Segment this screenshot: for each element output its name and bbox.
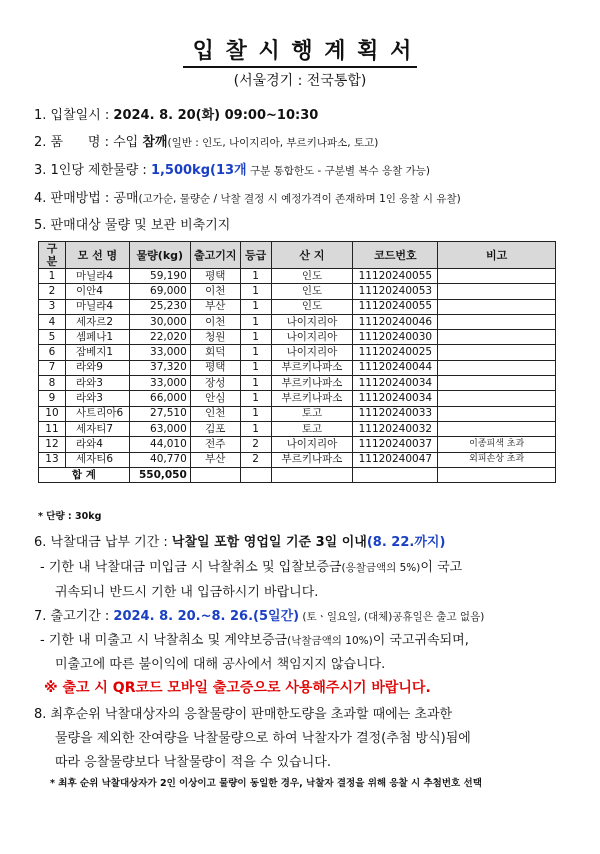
table-cell: 이안4 (65, 284, 129, 299)
storage-line: 5. 판매대상 물량 및 보관 비축기지 (34, 218, 231, 233)
table-cell (353, 467, 438, 482)
document-subtitle: (서울경기 : 전국통합) (233, 73, 367, 89)
table-cell: 부르키나파소 (271, 452, 353, 467)
table-cell: 토고 (271, 406, 353, 421)
table-cell: 1 (240, 299, 271, 314)
unit-note: * 단량 : 30kg (38, 511, 102, 522)
table-cell: 1 (240, 345, 271, 360)
table-cell: 청원 (190, 330, 240, 345)
table-cell: 장성 (190, 376, 240, 391)
table-cell: 마닐라4 (65, 299, 129, 314)
release-period-line: 7. 출고기간 : 2024. 8. 20.~8. 26.(5일간) (토ㆍ일요일, (대체)공휴일은 출고 없음) (34, 609, 485, 624)
table-cell: 마닐라4 (65, 269, 129, 284)
table-cell (438, 391, 556, 406)
table-cell: 이천 (190, 314, 240, 329)
table-cell: 회덕 (190, 345, 240, 360)
table-cell: 40,770 (129, 452, 190, 467)
table-cell (438, 376, 556, 391)
table-cell: 전주 (190, 437, 240, 452)
table-cell: 라와4 (65, 437, 129, 452)
final-bidder-line2: 물량을 제외한 잔여량을 낙찰물량으로 하여 낙찰자가 결정(추첨 방식)됨에 (55, 731, 471, 746)
table-cell: 1 (240, 284, 271, 299)
column-header: 산 지 (271, 242, 353, 269)
product-line: 2. 품 명 : 수입 참깨(일반 : 인도, 나이지리아, 부르키나파소, 토고) (34, 135, 379, 150)
bid-datetime-value: 2024. 8. 20(화) 09:00~10:30 (113, 108, 319, 123)
table-row (39, 421, 556, 436)
document-title: 입 찰 시 행 계 획 서 (0, 34, 600, 65)
table-cell: 12 (39, 437, 66, 452)
column-header: 모 선 명 (65, 242, 129, 269)
table-cell: 평택 (190, 269, 240, 284)
table-cell: 2 (240, 437, 271, 452)
table-cell: 세자티6 (65, 452, 129, 467)
footnote: * 최후 순위 낙찰대상자가 2인 이상이고 물량이 동일한 경우, 낙찰자 결정을 위해 응찰 시 추첨번호 선택 (50, 778, 482, 789)
table-cell (438, 269, 556, 284)
table-cell: 세자르2 (65, 314, 129, 329)
release-warning-line2: 미출고에 따른 불이익에 대해 공사에서 책임지지 않습니다. (55, 657, 386, 672)
table-row (39, 330, 556, 345)
product-name: 참깨 (142, 135, 168, 150)
table-cell: 부산 (190, 452, 240, 467)
table-cell: 나이지리아 (271, 330, 353, 345)
payment-period-line: 6. 낙찰대금 납부 기간 : 낙찰일 포함 영업일 기준 3일 이내(8. 22.까지) (34, 535, 446, 550)
table-cell (438, 345, 556, 360)
table-cell: 5 (39, 330, 66, 345)
payment-warning-line2: 귀속되니 반드시 기한 내 입금하시기 바랍니다. (55, 585, 319, 600)
quantity-limit-line: 3. 1인당 제한물량 : 1,500kg(13개 구분 통합한도 - 구분별 복수 응찰 가능) (34, 163, 431, 178)
table-cell (438, 360, 556, 375)
column-header: 비고 (438, 242, 556, 269)
table-cell (190, 467, 240, 482)
table-row (39, 406, 556, 421)
table-cell: 이천 (190, 284, 240, 299)
table-cell: 2 (240, 452, 271, 467)
table-cell: 셈페나1 (65, 330, 129, 345)
table-cell: 나이지리아 (271, 437, 353, 452)
table-cell: 부르키나파소 (271, 360, 353, 375)
table-cell: 30,000 (129, 314, 190, 329)
total-label: 합 계 (39, 467, 130, 482)
table-row (39, 437, 556, 452)
table-cell: 25,230 (129, 299, 190, 314)
table-cell: 1 (240, 376, 271, 391)
table-cell: 27,510 (129, 406, 190, 421)
table-cell: 7 (39, 360, 66, 375)
table-cell: 1 (240, 330, 271, 345)
table-cell: 1 (240, 360, 271, 375)
column-header: 출고기지 (190, 242, 240, 269)
table-cell: 4 (39, 314, 66, 329)
table-cell: 1 (240, 391, 271, 406)
table-cell: 9 (39, 391, 66, 406)
table-cell: 1 (240, 314, 271, 329)
table-row (39, 391, 556, 406)
table-cell: 나이지리아 (271, 345, 353, 360)
table-cell: 1 (240, 269, 271, 284)
sales-method-line: 4. 판매방법 : 공매(고가순, 물량순 / 낙찰 결정 시 예정가격이 존재하며 1인 응찰 시 유찰) (34, 191, 461, 206)
table-cell (438, 467, 556, 482)
table-cell (438, 421, 556, 436)
table-cell: 37,320 (129, 360, 190, 375)
table-cell: 11120240032 (353, 421, 438, 436)
quantity-limit-value: 1,500kg(13개 (150, 163, 247, 178)
total-value: 550,050 (129, 467, 190, 482)
payment-warning-line: - 기한 내 낙찰대금 미입금 시 낙찰취소 및 입찰보증금(응찰금액의 5%)이 국고 (40, 560, 463, 575)
table-cell: 11120240047 (353, 452, 438, 467)
table-cell: 11120240055 (353, 299, 438, 314)
table-cell: 11120240053 (353, 284, 438, 299)
table-cell: 13 (39, 452, 66, 467)
bid-datetime-line: 1. 입찰일시 : 2024. 8. 20(화) 09:00~10:30 (34, 108, 319, 123)
table-row (39, 376, 556, 391)
table-cell: 이종피색 초과 (438, 437, 556, 452)
table-cell: 인도 (271, 299, 353, 314)
table-cell: 33,000 (129, 345, 190, 360)
table-cell: 사트리아6 (65, 406, 129, 421)
total-row (39, 467, 556, 482)
table-cell: 토고 (271, 421, 353, 436)
table-cell: 외피손상 초과 (438, 452, 556, 467)
table-row (39, 269, 556, 284)
table-cell: 11120240046 (353, 314, 438, 329)
table-cell: 1 (240, 421, 271, 436)
table-cell: 8 (39, 376, 66, 391)
table-cell: 69,000 (129, 284, 190, 299)
table-cell: 11120240034 (353, 376, 438, 391)
table-cell: 11120240033 (353, 406, 438, 421)
table-cell (438, 299, 556, 314)
table-row (39, 314, 556, 329)
table-cell: 6 (39, 345, 66, 360)
table-cell: 2 (39, 284, 66, 299)
table-cell: 1 (39, 269, 66, 284)
table-cell: 11120240034 (353, 391, 438, 406)
table-cell: 11120240030 (353, 330, 438, 345)
final-bidder-line3: 따라 응찰물량보다 낙찰물량이 적을 수 있습니다. (55, 755, 331, 770)
release-period-value: 2024. 8. 20.~8. 26.(5일간) (113, 609, 300, 624)
table-row (39, 360, 556, 375)
table-row (39, 284, 556, 299)
qr-warning: ※ 출고 시 QR코드 모바일 출고증으로 사용해주시기 바랍니다. (44, 680, 431, 696)
table-cell: 라와3 (65, 376, 129, 391)
table-cell: 59,190 (129, 269, 190, 284)
final-bidder-line1: 8. 최후순위 낙찰대상자의 응찰물량이 판매한도량을 초과할 때에는 초과한 (34, 707, 453, 722)
column-header: 코드번호 (353, 242, 438, 269)
table-cell: 부산 (190, 299, 240, 314)
column-header: 물량(kg) (129, 242, 190, 269)
table-cell: 10 (39, 406, 66, 421)
column-header: 구분 (39, 242, 66, 269)
stock-table (38, 241, 556, 483)
table-cell: 부르키나파소 (271, 376, 353, 391)
table-cell: 11120240055 (353, 269, 438, 284)
table-cell (438, 314, 556, 329)
release-warning-line: - 기한 내 미출고 시 낙찰취소 및 계약보증금(낙찰금액의 10%)이 국고귀속되며, (40, 633, 469, 648)
table-cell: 인도 (271, 284, 353, 299)
table-cell: 66,000 (129, 391, 190, 406)
table-cell: 1 (240, 406, 271, 421)
table-cell: 22,020 (129, 330, 190, 345)
table-cell: 11120240044 (353, 360, 438, 375)
payment-deadline-date: (8. 22.까지) (366, 535, 446, 550)
table-cell: 안심 (190, 391, 240, 406)
table-header-row (39, 242, 556, 269)
table-cell: 33,000 (129, 376, 190, 391)
table-cell (438, 406, 556, 421)
table-cell: 인도 (271, 269, 353, 284)
table-cell: 63,000 (129, 421, 190, 436)
table-row (39, 452, 556, 467)
table-cell: 11120240037 (353, 437, 438, 452)
table-cell (271, 467, 353, 482)
table-cell: 11120240025 (353, 345, 438, 360)
table-cell: 김포 (190, 421, 240, 436)
column-header: 등급 (240, 242, 271, 269)
table-cell: 평택 (190, 360, 240, 375)
table-cell: 라와9 (65, 360, 129, 375)
table-cell: 라와3 (65, 391, 129, 406)
table-cell: 부르키나파소 (271, 391, 353, 406)
table-cell: 11 (39, 421, 66, 436)
table-row (39, 345, 556, 360)
table-cell: 세자티7 (65, 421, 129, 436)
table-cell: 나이지리아 (271, 314, 353, 329)
table-cell: 잠베지1 (65, 345, 129, 360)
table-cell: 44,010 (129, 437, 190, 452)
table-cell (240, 467, 271, 482)
table-cell (438, 284, 556, 299)
table-cell: 인천 (190, 406, 240, 421)
table-cell: 3 (39, 299, 66, 314)
table-row (39, 299, 556, 314)
payment-deadline: 낙찰일 포함 영업일 기준 3일 이내 (171, 535, 367, 550)
table-cell (438, 330, 556, 345)
